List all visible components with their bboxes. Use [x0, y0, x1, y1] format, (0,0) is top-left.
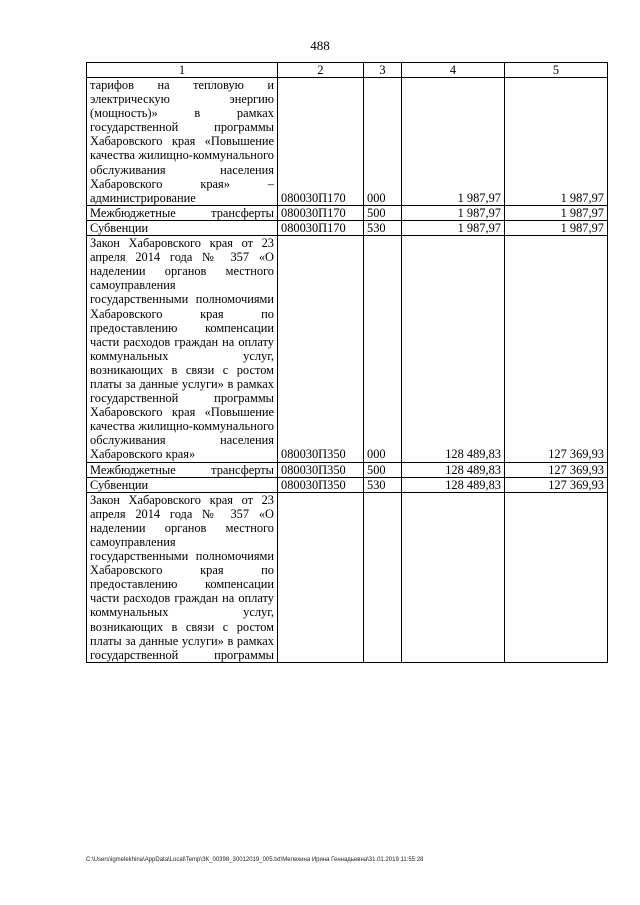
- header-col-5: 5: [505, 63, 608, 78]
- row-vr: 500: [364, 462, 402, 477]
- table-row: [87, 462, 608, 477]
- file-path-footer: C:\Users\igmelekhina\AppData\Local\Temp\ЗК_00398_30012019_005.txt\Мелехина Ирина Геннадьевна\31.01.2019 11:55:28: [86, 857, 424, 863]
- row-sum-2: 127 369,93: [505, 477, 608, 492]
- table-row: [87, 205, 608, 220]
- row-sum-1: 1 987,97: [402, 205, 505, 220]
- header-col-3: 3: [364, 63, 402, 78]
- row-sum-2: 1 987,97: [505, 220, 608, 235]
- row-vr: 530: [364, 477, 402, 492]
- table-row: [87, 236, 608, 463]
- row-name: Межбюджетные трансферты: [87, 462, 278, 477]
- row-name: Межбюджетные трансферты: [87, 205, 278, 220]
- row-name: Закон Хабаровского края от 23 апреля 2014 года № 357 «О наделении органов местного самоуправления государственными полномочиями Хабаровского края по предоставлению компенсации части расходов граждан на оплату коммунальных услуг, возникающих в связи с ростом платы за данные услуги» в рамках государственной программы Хабаровского края «Повышение качества жилищно-коммунального обслуживания населения Хабаровского края»: [87, 236, 278, 463]
- row-name: Закон Хабаровского края от 23 апреля 2014 года № 357 «О наделении органов местного самоуправления государственными полномочиями Хабаровского края по предоставлению компенсации части расходов граждан на оплату коммунальных услуг, возникающих в связи с ростом платы за данные услуги» в рамках государственной программы: [87, 492, 278, 662]
- row-sum-1: 128 489,83: [402, 462, 505, 477]
- row-vr: 000: [364, 78, 402, 206]
- page-number: 488: [310, 38, 330, 53]
- row-vr: [364, 492, 402, 662]
- row-sum-2: 127 369,93: [505, 462, 608, 477]
- table-row: [87, 78, 608, 206]
- row-sum-2: 1 987,97: [505, 205, 608, 220]
- row-name: Субвенции: [87, 220, 278, 235]
- header-row: [87, 63, 608, 78]
- header-col-1: 1: [87, 63, 278, 78]
- row-code: 080030П350: [278, 462, 364, 477]
- row-sum-1: 128 489,83: [402, 477, 505, 492]
- row-sum-2: [505, 492, 608, 662]
- row-sum-1: 128 489,83: [402, 236, 505, 463]
- table-row: [87, 477, 608, 492]
- budget-table: [86, 62, 608, 663]
- row-sum-1: [402, 492, 505, 662]
- row-code: 080030П170: [278, 220, 364, 235]
- row-name: тарифов на тепловую и электрическую энергию (мощность)» в рамках государственной программы Хабаровского края «Повышение качества жилищно-коммунального обслуживания населения Хабаровского края» – администрирование: [87, 78, 278, 206]
- row-code: 080030П350: [278, 477, 364, 492]
- header-col-2: 2: [278, 63, 364, 78]
- row-vr: 000: [364, 236, 402, 463]
- row-sum-1: 1 987,97: [402, 220, 505, 235]
- header-col-4: 4: [402, 63, 505, 78]
- row-code: 080030П350: [278, 236, 364, 463]
- row-name: Субвенции: [87, 477, 278, 492]
- row-code: [278, 492, 364, 662]
- row-code: 080030П170: [278, 205, 364, 220]
- row-sum-2: 1 987,97: [505, 78, 608, 206]
- row-sum-2: 127 369,93: [505, 236, 608, 463]
- row-vr: 500: [364, 205, 402, 220]
- row-vr: 530: [364, 220, 402, 235]
- table-row: [87, 220, 608, 235]
- row-sum-1: 1 987,97: [402, 78, 505, 206]
- table-row: [87, 492, 608, 662]
- row-code: 080030П170: [278, 78, 364, 206]
